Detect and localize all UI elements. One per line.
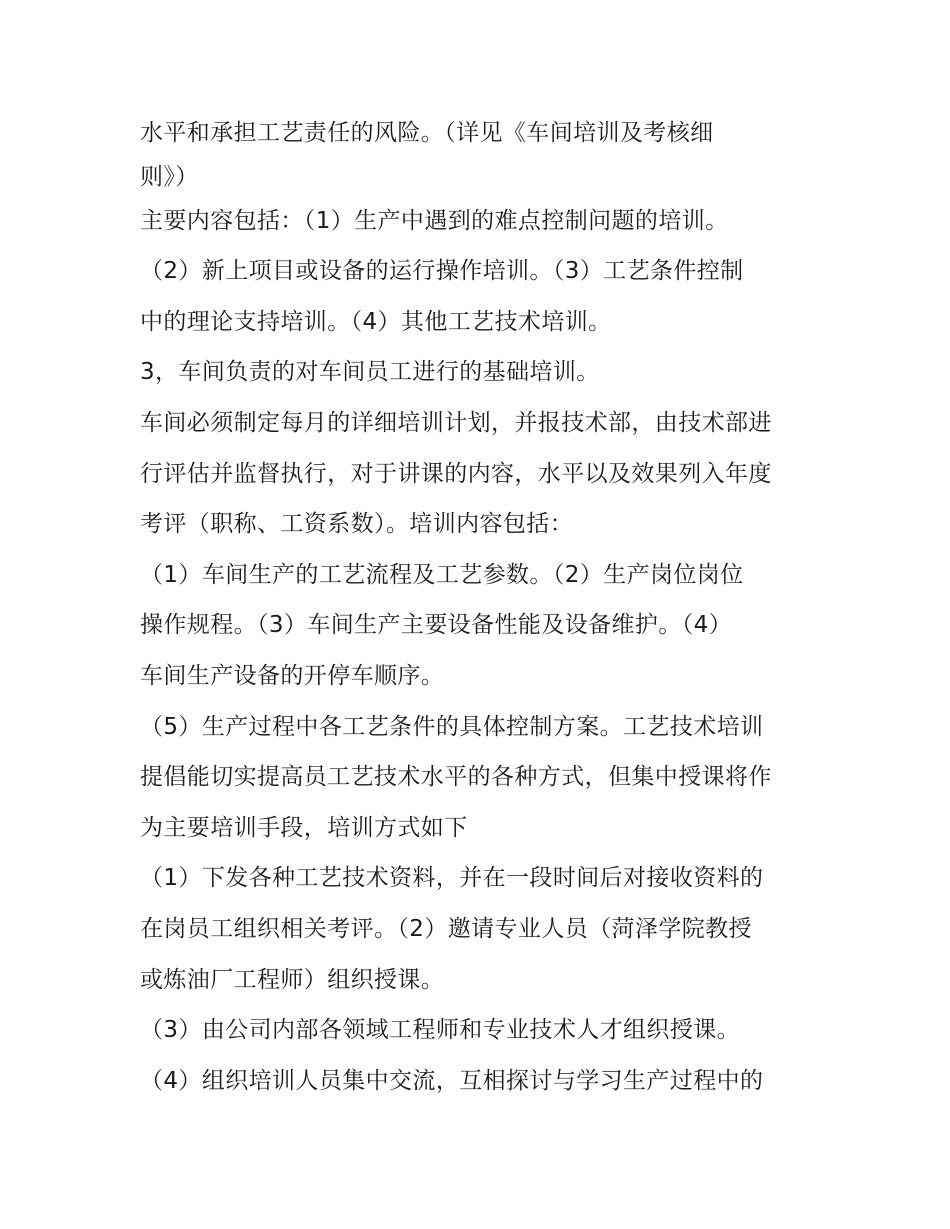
text-line-4: （2）新上项目或设备的运行操作培训。（3）工艺条件控制 [140, 258, 744, 285]
document-body [140, 108, 830, 1106]
text-line-20: （4）组织培训人员集中交流，互相探讨与学习生产过程中的 [140, 1067, 764, 1094]
text-line-11: 操作规程。（3）车间生产主要设备性能及设备维护。（4） [140, 612, 733, 639]
text-line-3: 主要内容包括：（1）生产中遇到的难点控制问题的培训。 [140, 207, 729, 234]
text-line-16: （1）下发各种工艺技术资料，并在一段时间后对接收资料的 [140, 865, 764, 892]
text-line-14: 提倡能切实提高员工艺技术水平的各种方式，但集中授课将作 [140, 764, 772, 791]
text-line-12: 车间生产设备的开停车顺序。 [140, 662, 445, 689]
text-line-17: 在岗员工组织相关考评。（2）邀请专业人员（菏泽学院教授 [140, 915, 752, 942]
text-line-7: 车间必须制定每月的详细培训计划，并报技术部，由技术部进 [140, 409, 772, 436]
text-line-18: 或炼油厂工程师）组织授课。 [140, 966, 445, 993]
text-line-6: 3，车间负责的对车间员工进行的基础培训。 [140, 359, 600, 386]
text-line-8: 行评估并监督执行，对于讲课的内容，水平以及效果列入年度 [140, 460, 772, 487]
text-line-5: 中的理论支持培训。（4）其他工艺技术培训。 [140, 308, 612, 335]
text-line-2: 则》） [140, 163, 199, 190]
text-line-10: （1）车间生产的工艺流程及工艺参数。（2）生产岗位岗位 [140, 561, 744, 588]
text-line-19: （3）由公司内部各领域工程师和专业技术人才组织授课。 [140, 1017, 741, 1044]
text-line-1: 水平和承担工艺责任的风险。（详见《车间培训及考核细 [140, 120, 714, 146]
text-line-9: 考评（职称、工资系数）。培训内容包括： [140, 511, 574, 538]
text-line-13: （5）生产过程中各工艺条件的具体控制方案。工艺技术培训 [140, 713, 764, 740]
text-line-15: 为主要培训手段，培训方式如下 [140, 814, 468, 841]
